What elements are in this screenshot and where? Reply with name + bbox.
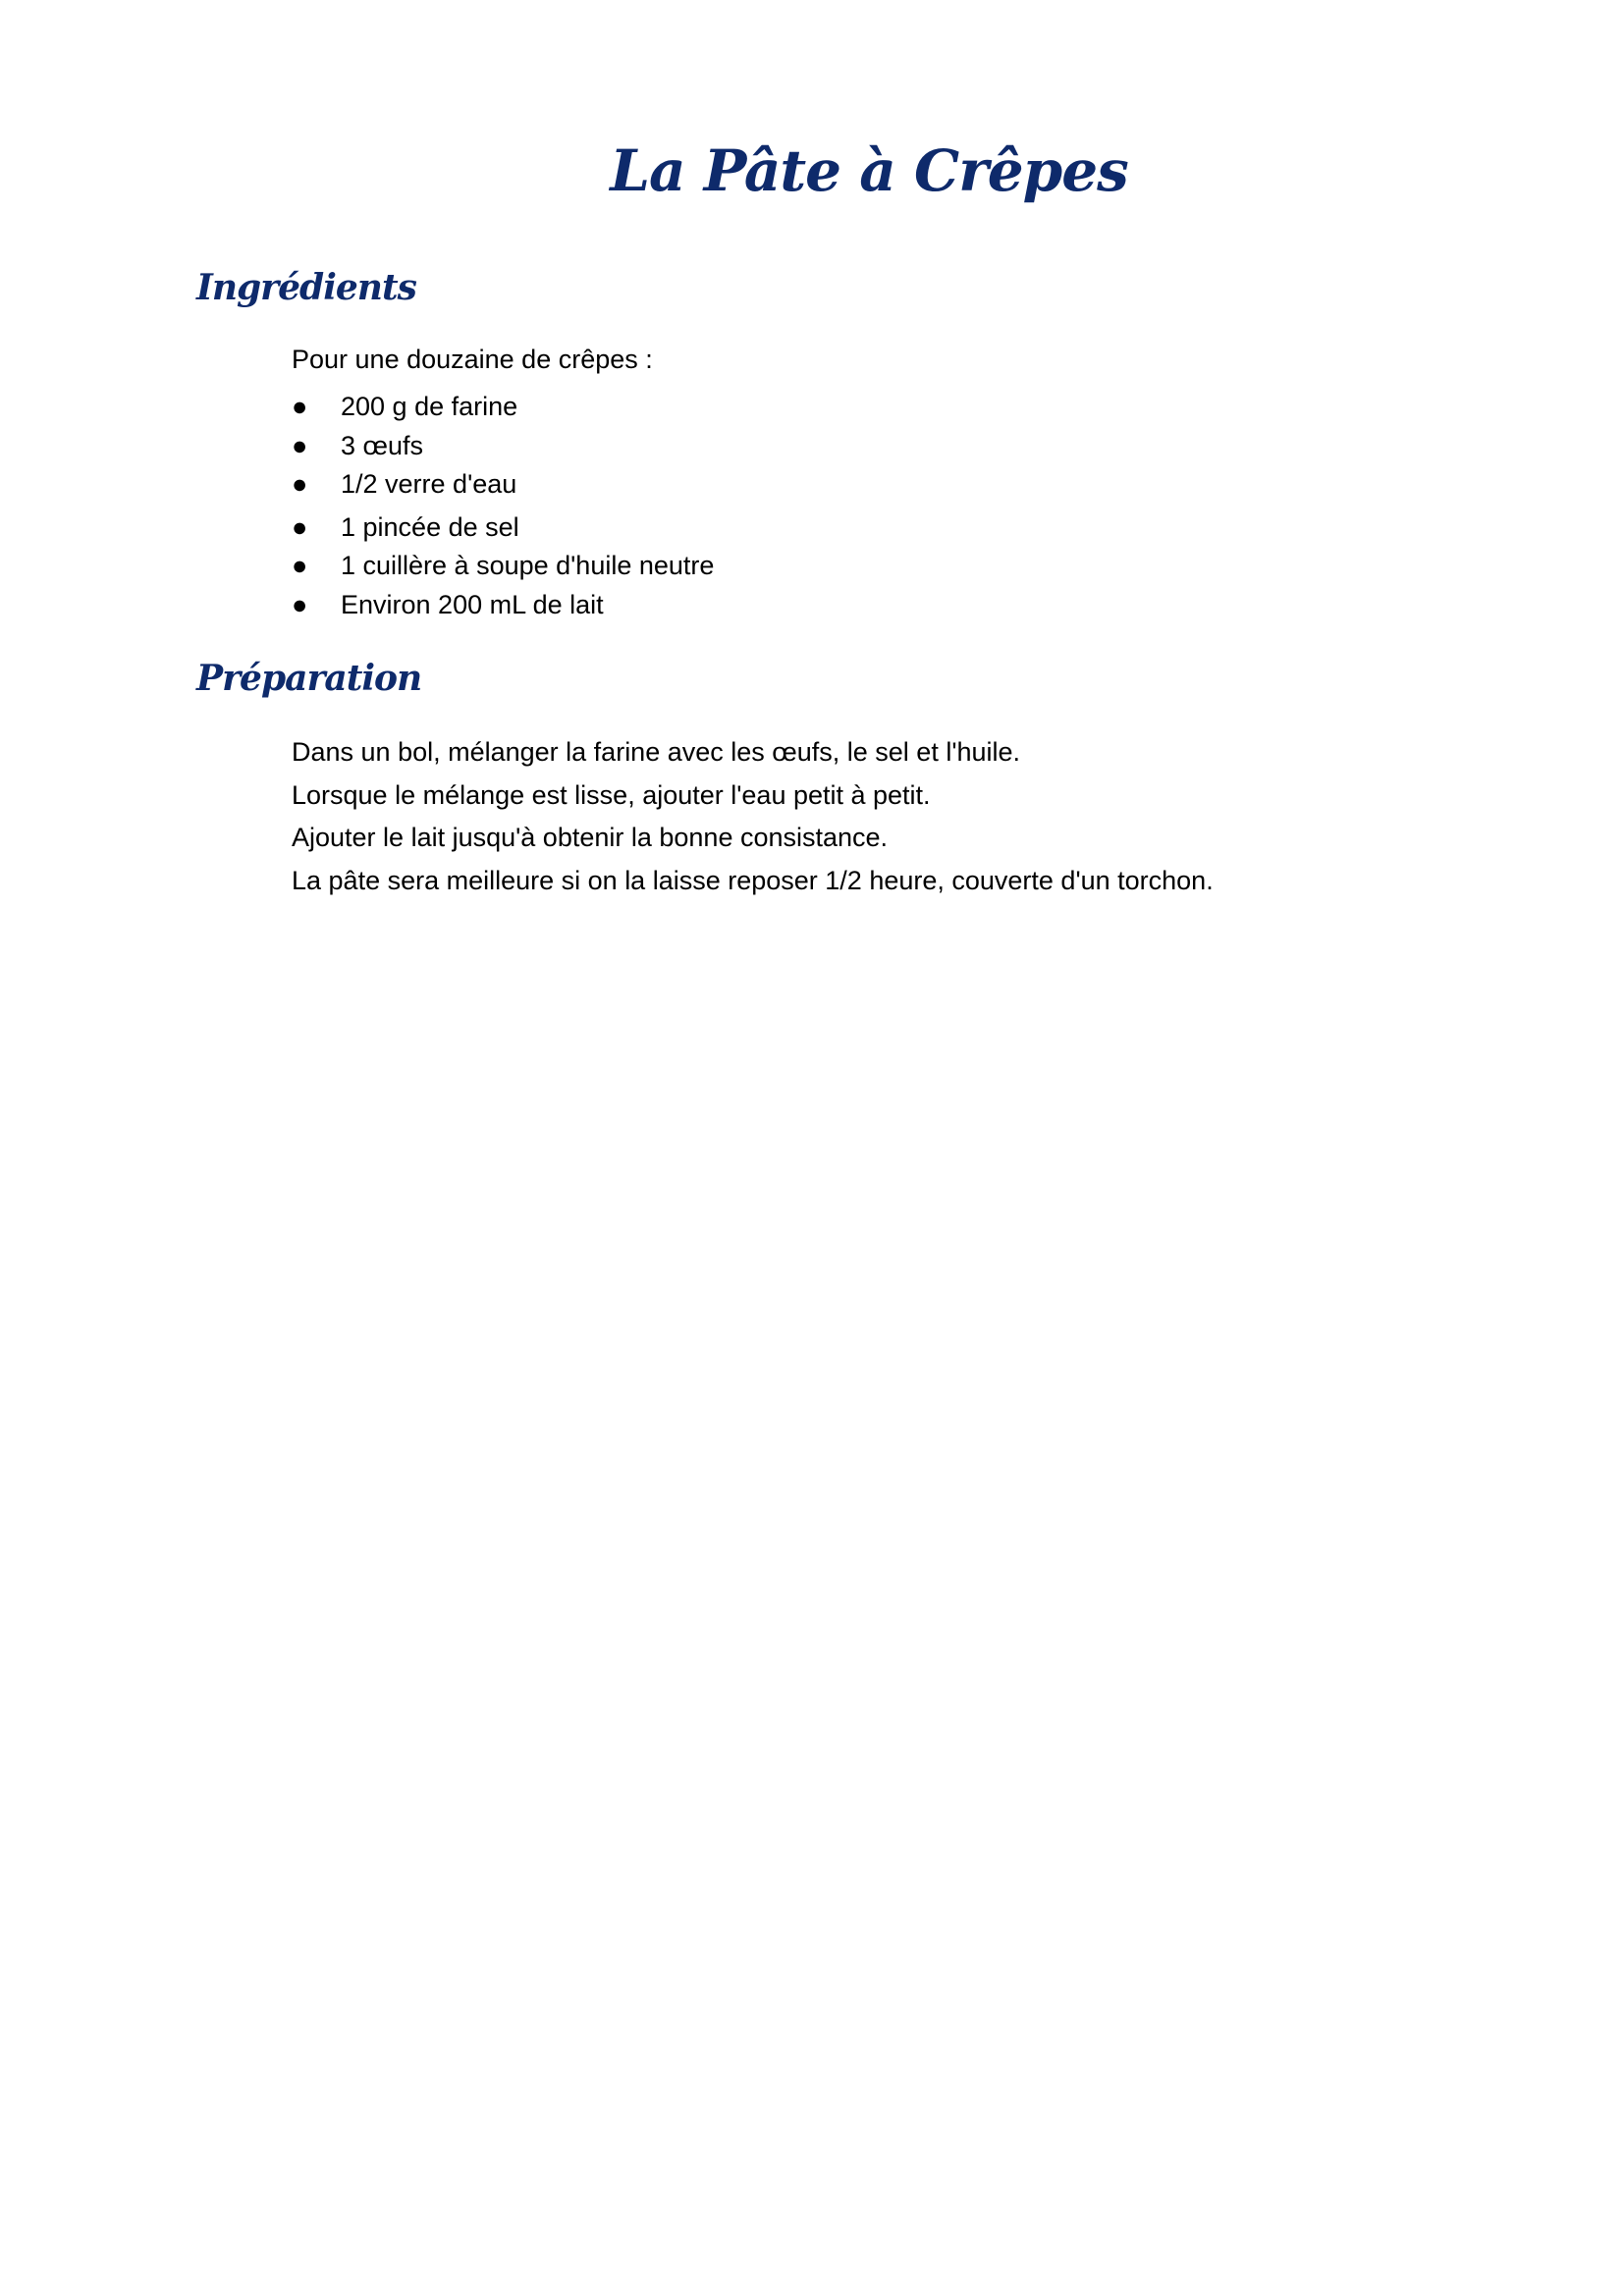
ingredient-text: 1 pincée de sel [341, 511, 519, 542]
bullet-dot-icon: ● [292, 589, 308, 619]
bullet-dot-icon: ● [292, 551, 308, 581]
preparation-heading: Préparation [196, 658, 422, 699]
document-title: La Pâte à Crêpes [610, 137, 1128, 204]
preparation-step: Ajouter le lait jusqu'à obtenir la bonne consistance. [292, 823, 889, 852]
ingredients-heading: Ingrédients [196, 267, 416, 308]
ingredient-text: 1 cuillère à soupe d'huile neutre [341, 551, 715, 581]
preparation-step: Dans un bol, mélanger la farine avec les œufs, le sel et l'huile. [292, 737, 1021, 767]
ingredient-text: 1/2 verre d'eau [341, 469, 517, 500]
bullet-dot-icon: ● [292, 392, 308, 421]
ingredient-text: 200 g de farine [341, 392, 518, 421]
preparation-step: La pâte sera meilleure si on la laisse reposer 1/2 heure, couverte d'un torchon. [292, 865, 1214, 895]
servings-intro: Pour une douzaine de crêpes : [292, 345, 653, 374]
bullet-dot-icon: ● [292, 430, 308, 460]
ingredient-text: Environ 200 mL de lait [341, 589, 604, 619]
preparation-steps [292, 731, 1214, 902]
preparation-step: Lorsque le mélange est lisse, ajouter l'eau petit à petit. [292, 779, 931, 810]
ingredient-text: 3 œufs [341, 430, 424, 460]
bullet-dot-icon: ● [292, 511, 308, 542]
bullet-dot-icon: ● [292, 469, 308, 500]
